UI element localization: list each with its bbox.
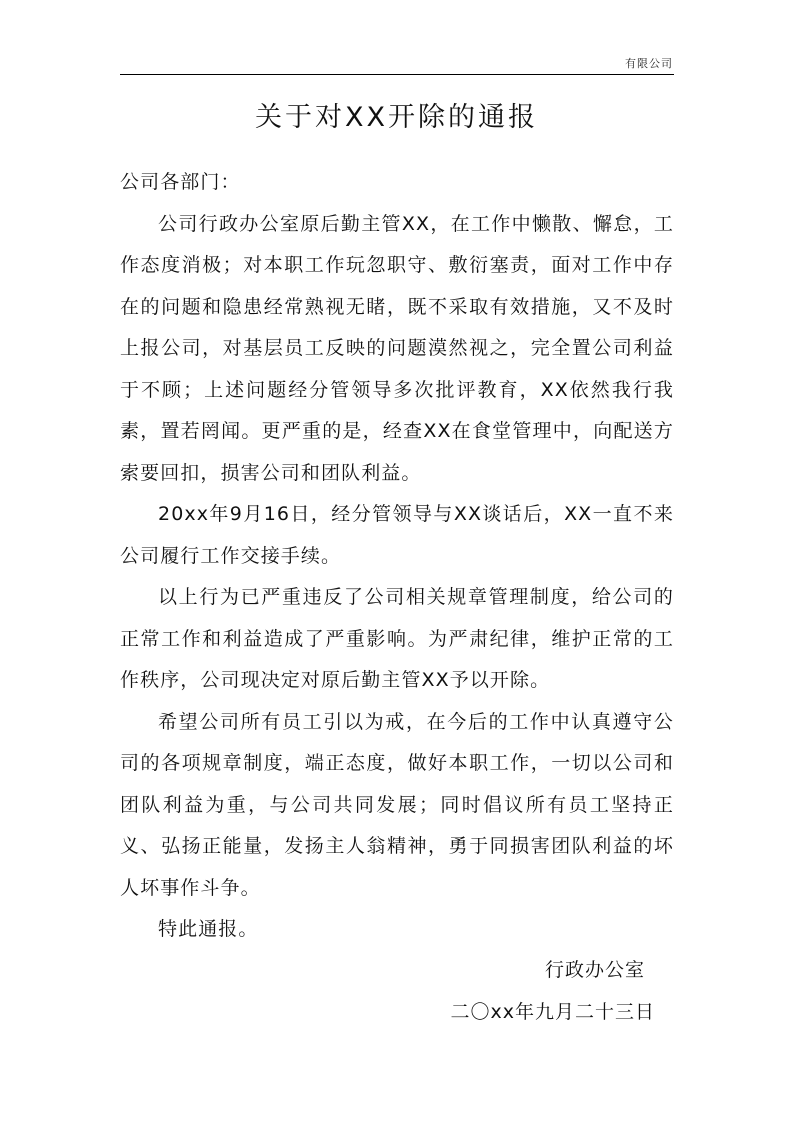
- header-company-name: 有限公司: [625, 57, 673, 70]
- document-title: 关于对XX开除的通报: [255, 102, 538, 133]
- signature-department: 行政办公室: [544, 959, 645, 981]
- paragraph-incident: 20xx年9月16日，经分管领导与XX谈话后，XX一直不来公司履行工作交接手续。: [120, 503, 674, 567]
- paragraph-appeal: 希望公司所有员工引以为戒，在今后的工作中认真遵守公司的各项规章制度，端正态度，做好本职工作，一切以公司和团队利益为重，与公司共同发展；同时倡议所有员工坚持正义、弘扬正能量，发扬主人翁精神，勇于同损害团队利益的坏人坏事作斗争。: [120, 710, 674, 899]
- paragraph-misconduct: 公司行政办公室原后勤主管XX，在工作中懒散、懈怠，工作态度消极；对本职工作玩忽职守、敷衍塞责，面对工作中存在的问题和隐患经常熟视无睹，既不采取有效措施，又不及时上报公司，对基层员工反映的问题漠然视之，完全置公司利益于不顾；上述问题经分管领导多次批评教育，XX依然我行我素，置若罔闻。更严重的是，经查XX在食堂管理中，向配送方索要回扣，损害公司和团队利益。: [120, 212, 674, 484]
- header-divider: [120, 74, 674, 75]
- document-body: [120, 162, 674, 951]
- salutation: 公司各部门：: [120, 171, 241, 193]
- paragraph-closing: 特此通报。: [158, 918, 259, 940]
- paragraph-decision: 以上行为已严重违反了公司相关规章管理制度，给公司的正常工作和利益造成了严重影响。为严肃纪律，维护正常的工作秩序，公司现决定对原后勤主管XX予以开除。: [120, 586, 674, 691]
- signature-date: 二〇xx年九月二十三日: [450, 1001, 655, 1023]
